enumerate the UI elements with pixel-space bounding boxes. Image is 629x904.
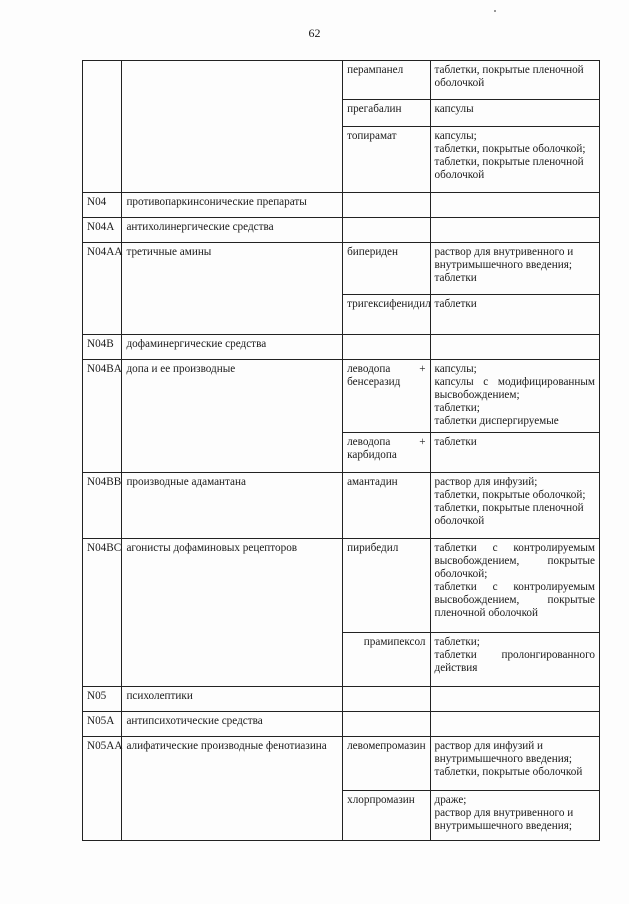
drug-cell [343,335,430,360]
form-line: таблетки пролонгированного действия [434,649,595,674]
code-cell: N04BB [83,473,122,539]
drug-name: леводопа [347,436,391,448]
code-cell: N04 [83,193,122,218]
drug-cell: бипериден [343,243,430,295]
form-line: таблетки диспергируемые [434,415,559,427]
drug-cell [343,433,430,473]
form-line: таблетки, покрытые оболочкой; [434,143,586,155]
plus-sign: + [419,363,426,375]
form-cell [430,243,600,295]
drug-table [82,60,600,841]
table-row [83,360,600,433]
page-number: 62 [308,26,321,40]
table-row [83,687,600,712]
form-cell [430,539,600,633]
form-line: раствор для инфузий и внутримышечного введения; [434,740,572,765]
drug-cell: хлорпромазин [343,791,430,841]
group-cell: алифатические производные фенотиазина [122,737,343,841]
group-cell: агонисты дофаминовых рецепторов [122,539,343,687]
form-line: драже; [434,794,467,806]
code-cell: N05A [83,712,122,737]
form-line: таблетки, покрытые оболочкой; [434,489,586,501]
form-line: таблетки, покрытые пленочной оболочкой [434,502,584,527]
form-cell: капсулы [430,100,600,127]
form-cell [430,712,600,737]
form-cell [430,737,600,791]
form-cell: таблетки, покрытые пленочной оболочкой [430,61,600,100]
code-cell: N04BC [83,539,122,687]
table-row [83,243,600,295]
drug-cell: пирибедил [343,539,430,633]
form-cell [430,127,600,193]
form-line: таблетки; [434,402,480,414]
scan-speck [494,10,496,12]
form-cell [430,360,600,433]
code-cell: N05 [83,687,122,712]
form-line: таблетки; [434,636,480,648]
table-row [83,335,600,360]
table-row [83,61,600,100]
form-line: раствор для инфузий; [434,476,538,488]
group-cell: допа и ее производные [122,360,343,473]
drug-cell [343,712,430,737]
group-cell: психолептики [122,687,343,712]
form-cell [430,335,600,360]
table-row [83,473,600,539]
drug-name: бенсеразид [347,376,401,388]
code-cell: N04AA [83,243,122,335]
form-line: таблетки, покрытые оболочкой [434,766,583,778]
form-cell [430,473,600,539]
drug-cell: тригексифенидил [343,295,430,335]
group-cell: антипсихотические средства [122,712,343,737]
form-line: раствор для внутривенного и внутримышечного введения; [434,807,574,832]
drug-cell: амантадин [343,473,430,539]
form-line: капсулы с модифицированным высвобождением; [434,376,595,401]
group-cell: производные адамантана [122,473,343,539]
drug-cell [343,218,430,243]
group-cell [122,61,343,193]
form-line: капсулы; [434,130,477,142]
table-row [83,712,600,737]
group-cell: третичные амины [122,243,343,335]
group-cell: противопаркинсонические препараты [122,193,343,218]
table-row [83,539,600,633]
form-cell [430,193,600,218]
form-line: капсулы; [434,363,477,375]
table-row [83,218,600,243]
form-line: таблетки, покрытые пленочной оболочкой [434,156,584,181]
group-cell: антихолинергические средства [122,218,343,243]
form-cell [430,791,600,841]
form-line: раствор для внутривенного и внутримышечного введения; [434,246,574,271]
code-cell: N04A [83,218,122,243]
drug-cell: прегабалин [343,100,430,127]
table-row [83,737,600,791]
drug-name: карбидопа [347,449,397,461]
group-cell: дофаминергические средства [122,335,343,360]
code-cell: N05AA [83,737,122,841]
form-cell [430,633,600,687]
form-cell [430,218,600,243]
table-row [83,193,600,218]
plus-sign: + [419,436,426,448]
form-cell [430,687,600,712]
code-cell: N04BA [83,360,122,473]
form-line: таблетки с контролируемым высвобождением, покрытые оболочкой; [434,542,595,580]
drug-name: леводопа [347,363,391,375]
drug-cell: топирамат [343,127,430,193]
code-cell [83,61,122,193]
drug-cell: левомепромазин [343,737,430,791]
drug-cell: перампанел [343,61,430,100]
drug-cell [343,360,430,433]
drug-cell [343,193,430,218]
form-cell: таблетки [430,433,600,473]
form-cell: таблетки [430,295,600,335]
form-line: таблетки [434,272,477,284]
drug-cell: прамипексол [343,633,430,687]
code-cell: N04B [83,335,122,360]
form-line: таблетки с контролируемым высвобождением, покрытые пленочной оболочкой [434,581,595,619]
drug-cell [343,687,430,712]
